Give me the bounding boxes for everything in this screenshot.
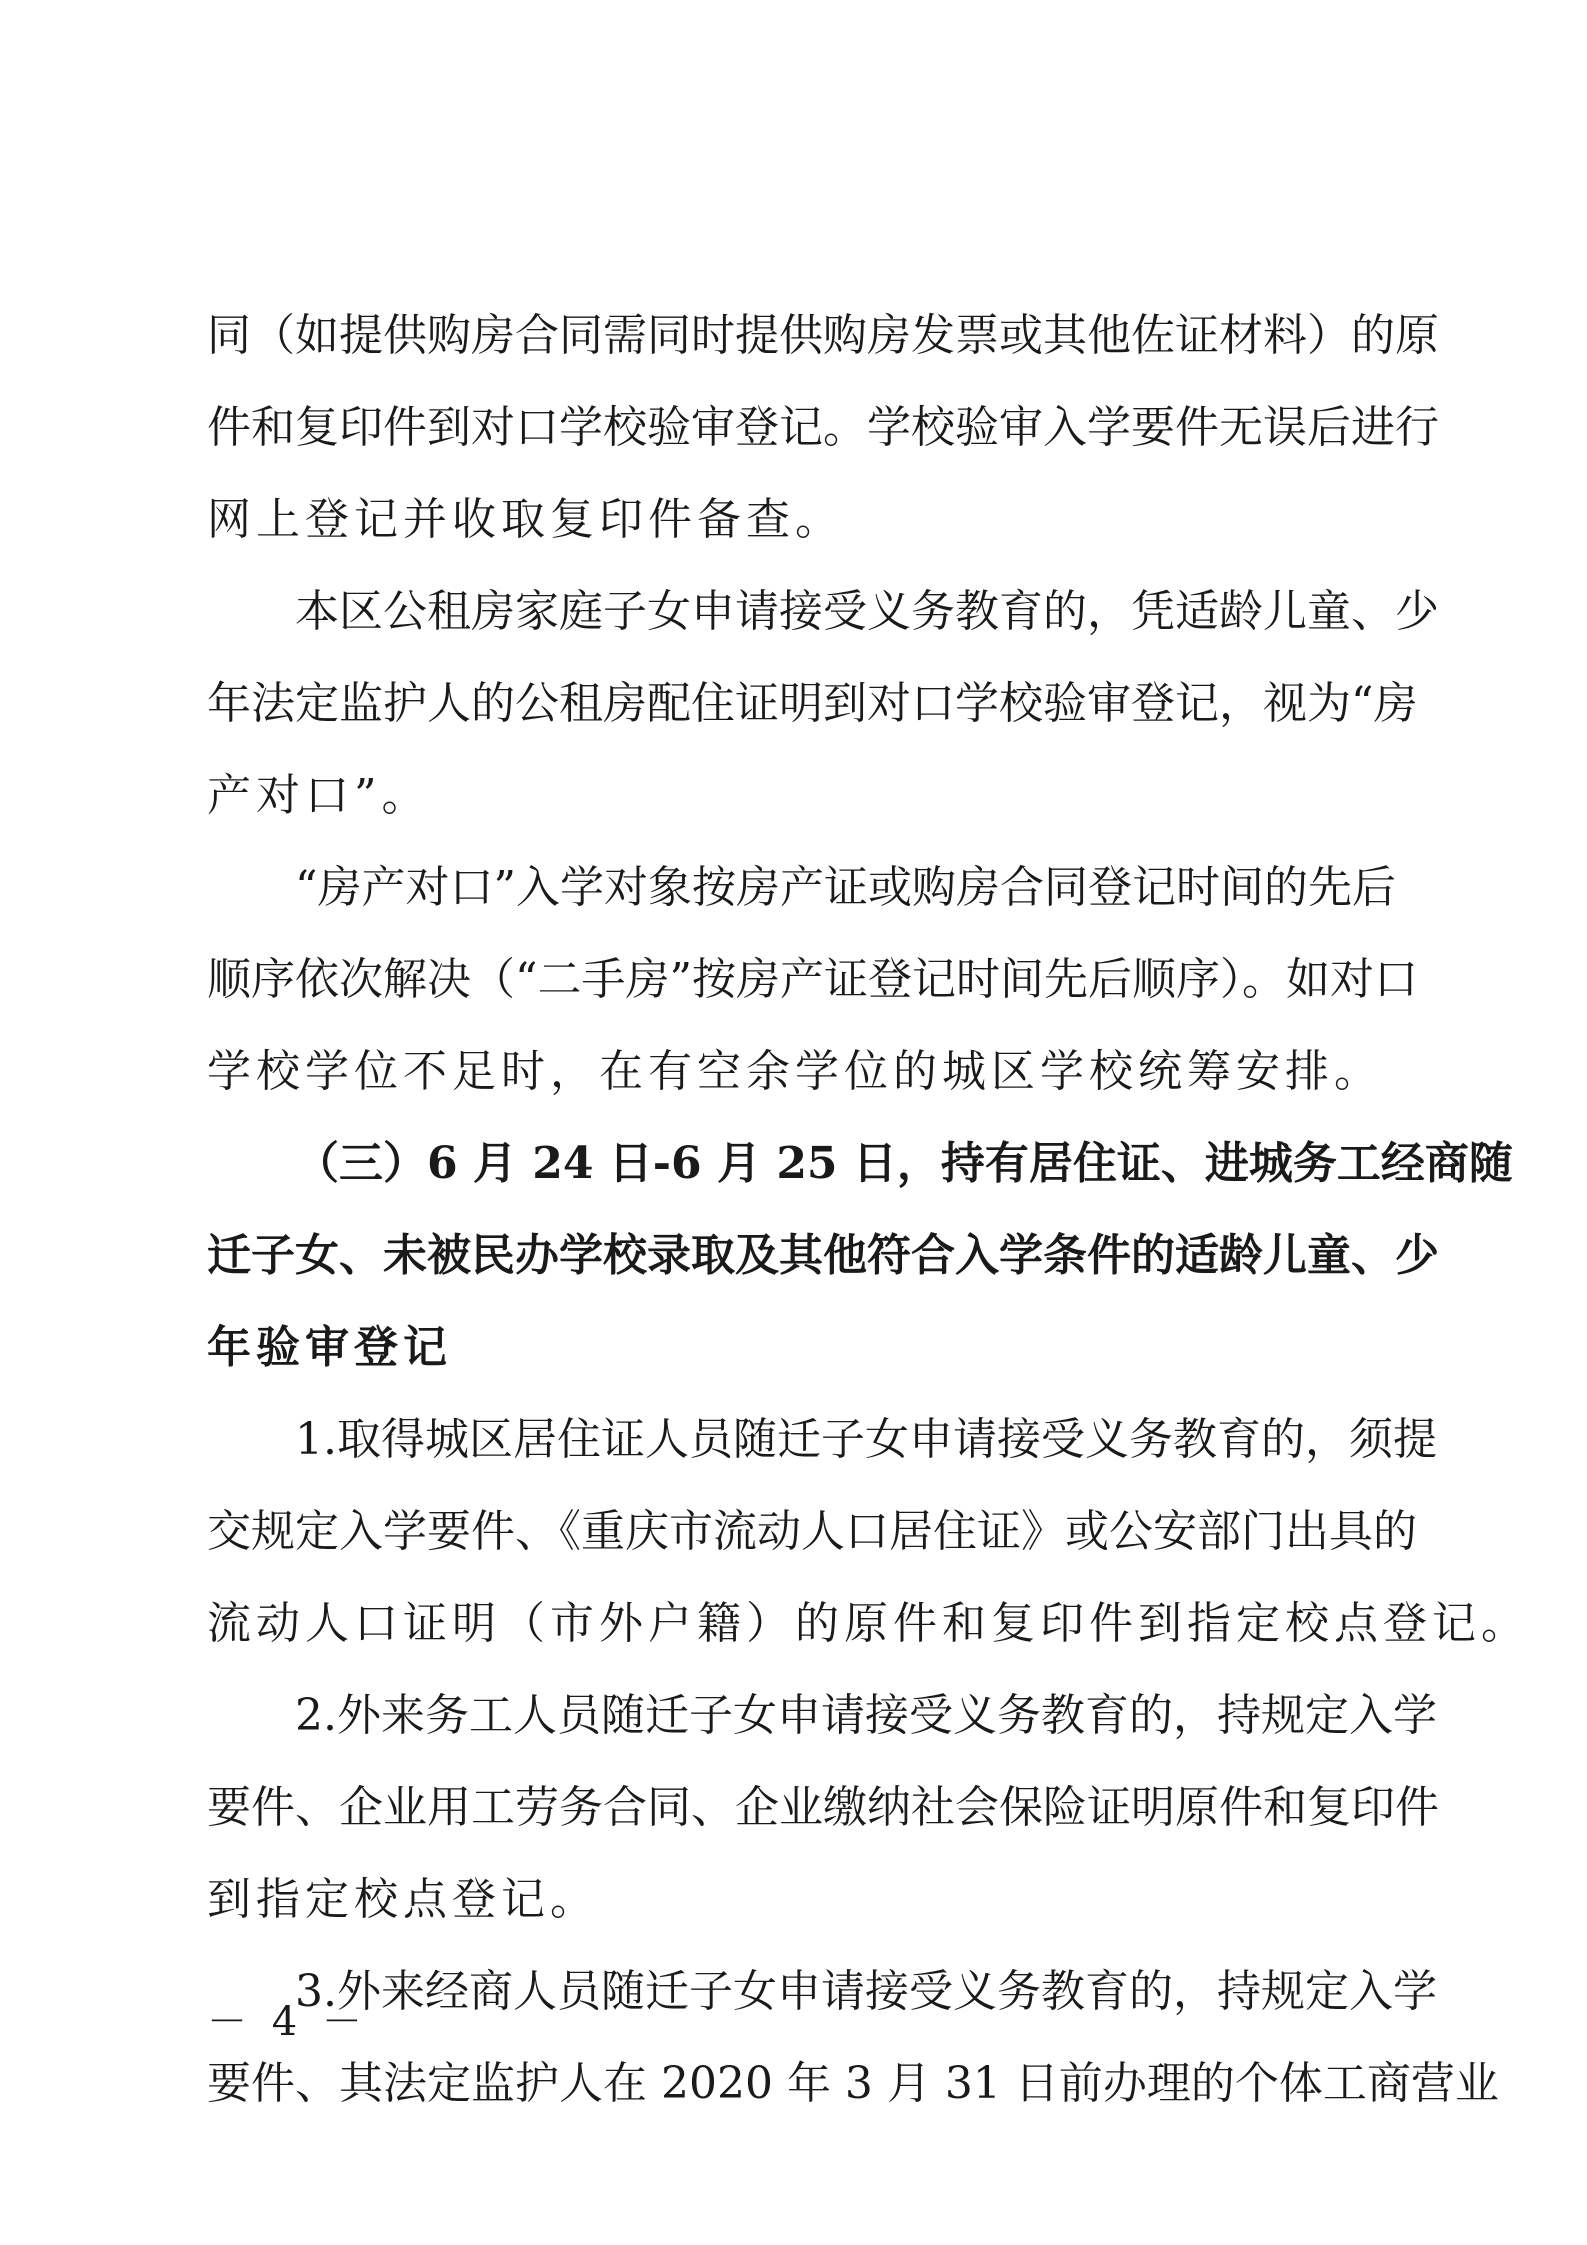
text-line: 交规定入学要件、《重庆市流动人口居住证》或公安部门出具的 xyxy=(207,1506,1417,1557)
text-line: 要件、其法定监护人在 2020 年 3 月 31 日前办理的个体工商营业 xyxy=(207,2058,1499,2109)
document-body xyxy=(207,290,1530,2130)
text-line: 1.取得城区居住证人员随迁子女申请接受义务教育的，须提 xyxy=(295,1414,1437,1465)
page-number: － 4 － xyxy=(207,1999,368,2045)
text-line: 产对口”。 xyxy=(207,770,431,821)
text-line: 迁子女、未被民办学校录取及其他符合入学条件的适龄儿童、少 xyxy=(207,1230,1439,1281)
text-line: 流动人口证明（市外户籍）的原件和复印件到指定校点登记。 xyxy=(207,1598,1530,1649)
text-line: 要件、企业用工劳务合同、企业缴纳社会保险证明原件和复印件 xyxy=(207,1782,1439,1833)
text-line: 2.外来务工人员随迁子女申请接受义务教育的，持规定入学 xyxy=(295,1690,1437,1741)
text-line: 到指定校点登记。 xyxy=(207,1874,599,1925)
text-line: 年验审登记 xyxy=(207,1322,452,1373)
text-line: 3.外来经商人员随迁子女申请接受义务教育的，持规定入学 xyxy=(295,1966,1437,2017)
text-line: （三）6 月 24 日-6 月 25 日，持有居住证、进城务工经商随 xyxy=(295,1138,1513,1189)
text-line: 年法定监护人的公租房配住证明到对口学校验审登记，视为“房 xyxy=(207,678,1418,729)
text-line: 顺序依次解决（“二手房”按房产证登记时间先后顺序）。如对口 xyxy=(207,954,1418,1005)
text-line: 本区公租房家庭子女申请接受义务教育的，凭适龄儿童、少 xyxy=(295,586,1439,637)
text-line: 学校学位不足时，在有空余学位的城区学校统筹安排。 xyxy=(207,1046,1383,1097)
text-line: “房产对口”入学对象按房产证或购房合同登记时间的先后 xyxy=(295,862,1396,913)
text-line: 件和复印件到对口学校验审登记。学校验审入学要件无误后进行 xyxy=(207,402,1439,453)
text-line: 网上登记并收取复印件备查。 xyxy=(207,494,844,545)
text-line: 同（如提供购房合同需同时提供购房发票或其他佐证材料）的原 xyxy=(207,310,1439,361)
